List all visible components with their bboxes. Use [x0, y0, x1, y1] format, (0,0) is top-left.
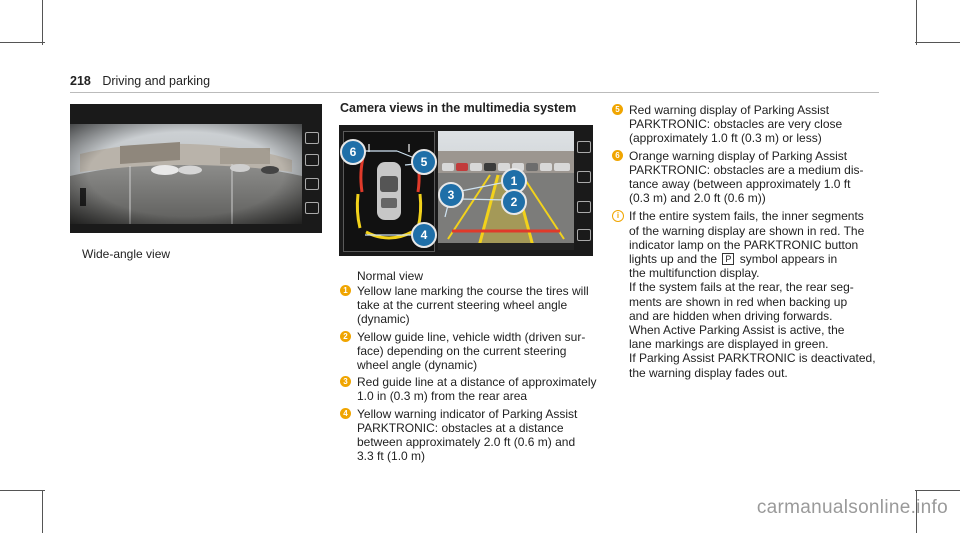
parking-sensor-icon[interactable] [305, 154, 319, 166]
crop-mark [0, 490, 45, 491]
middle-legend-list [340, 284, 600, 466]
right-legend-list [612, 103, 892, 383]
callout-5: 5 [411, 149, 437, 175]
text-line: Yellow guide line, vehicle width (driven sur- [357, 329, 586, 344]
crop-mark [916, 0, 917, 45]
callout-3: 3 [438, 182, 464, 208]
text-line: (0.3 m) and 2.0 ft (0.6 m)) [629, 191, 766, 206]
text-line: If the system fails at the rear, the rear seg- [629, 280, 854, 295]
header-rule [70, 92, 879, 93]
list-item [340, 375, 600, 403]
page-header [70, 74, 210, 88]
callout-lines [339, 125, 593, 256]
camera-image [70, 124, 302, 224]
text-line: the multifunction display. [629, 266, 760, 281]
text-line: Red warning display of Parking Assist [629, 103, 830, 117]
text-line: the warning display fades out. [629, 365, 788, 380]
text-line: between approximately 2.0 ft (0.6 m) and [357, 435, 576, 450]
text-line: take at the current steering wheel angle [357, 298, 568, 313]
info-icon: i [612, 210, 624, 222]
callout-6: 6 [340, 139, 366, 165]
text-line: When Active Parking Assist is active, the [629, 323, 845, 338]
section-title: Driving and parking [102, 74, 211, 88]
text-line: face) depending on the current steering [357, 343, 567, 358]
note-block [612, 209, 892, 379]
wide-angle-camera-screen [70, 104, 322, 233]
text-line [629, 252, 892, 266]
figure-caption: Wide-angle view [82, 247, 171, 261]
text-line: lane markings are displayed in green. [629, 337, 829, 352]
list-item [340, 330, 600, 373]
list-item [340, 284, 600, 327]
text-line: PARKTRONIC: obstacles are a medium dis- [629, 162, 864, 177]
crop-mark [915, 490, 960, 491]
text-line: Red guide line at a distance of approximately [357, 375, 597, 390]
crop-mark [42, 0, 43, 45]
text-line: PARKTRONIC: obstacles are very close [629, 117, 843, 132]
icon-bar [302, 124, 322, 224]
text-line: PARKTRONIC: obstacles at a distance [357, 420, 564, 435]
text-line: (approximately 1.0 ft (0.3 m) or less) [629, 131, 822, 146]
text-line: ments are shown in red when backing up [629, 294, 848, 309]
text-fragment: lights up and the [629, 252, 718, 267]
text-line: and are hidden when driving forwards. [629, 308, 833, 323]
rear-view-icon[interactable] [305, 202, 319, 214]
text-line: indicator lamp on the PARKTRONIC button [629, 237, 859, 252]
section-heading: Camera views in the multimedia system [340, 101, 577, 115]
text-line: If Parking Assist PARKTRONIC is deactivated, [629, 351, 876, 366]
callout-1: 1 [501, 168, 527, 194]
figure-subtitle: Normal view [357, 269, 424, 283]
text-line: 1.0 in (0.3 m) from the rear area [357, 389, 528, 404]
page-number: 218 [70, 74, 91, 88]
text-fragment: symbol appears in [739, 252, 838, 267]
text-line: 3.3 ft (1.0 m) [357, 449, 426, 464]
text-line: Yellow lane marking the course the tires will [357, 284, 589, 298]
bullet-5: 5 [612, 104, 623, 115]
bullet-1: 1 [340, 285, 351, 296]
bullet-3: 3 [340, 376, 351, 387]
list-item [612, 103, 892, 146]
camera-icon[interactable] [305, 132, 319, 144]
callout-4: 4 [411, 222, 437, 248]
parktronic-off-icon: P [722, 253, 734, 265]
watermark: carmanualsonline.info [756, 497, 948, 518]
bullet-4: 4 [340, 408, 351, 419]
text-line: wheel angle (dynamic) [357, 358, 478, 373]
text-line: Orange warning display of Parking Assist [629, 148, 848, 163]
bullet-2: 2 [340, 331, 351, 342]
bullet-6: 6 [612, 150, 623, 161]
crop-mark [0, 42, 45, 43]
callout-2: 2 [501, 189, 527, 215]
list-item [612, 149, 892, 206]
crop-mark [42, 490, 43, 533]
text-line: of the warning display are shown in red. The [629, 223, 865, 238]
text-line: (dynamic) [357, 312, 410, 327]
crop-mark [915, 42, 960, 43]
list-item [340, 407, 600, 464]
text-line: Yellow warning indicator of Parking Assist [357, 406, 578, 421]
wide-angle-scene [70, 124, 302, 224]
text-line: tance away (between approximately 1.0 ft [629, 177, 851, 192]
normal-view-camera-screen [339, 125, 593, 256]
car-view-icon[interactable] [305, 178, 319, 190]
text-line: If the entire system fails, the inner segments [629, 209, 864, 224]
